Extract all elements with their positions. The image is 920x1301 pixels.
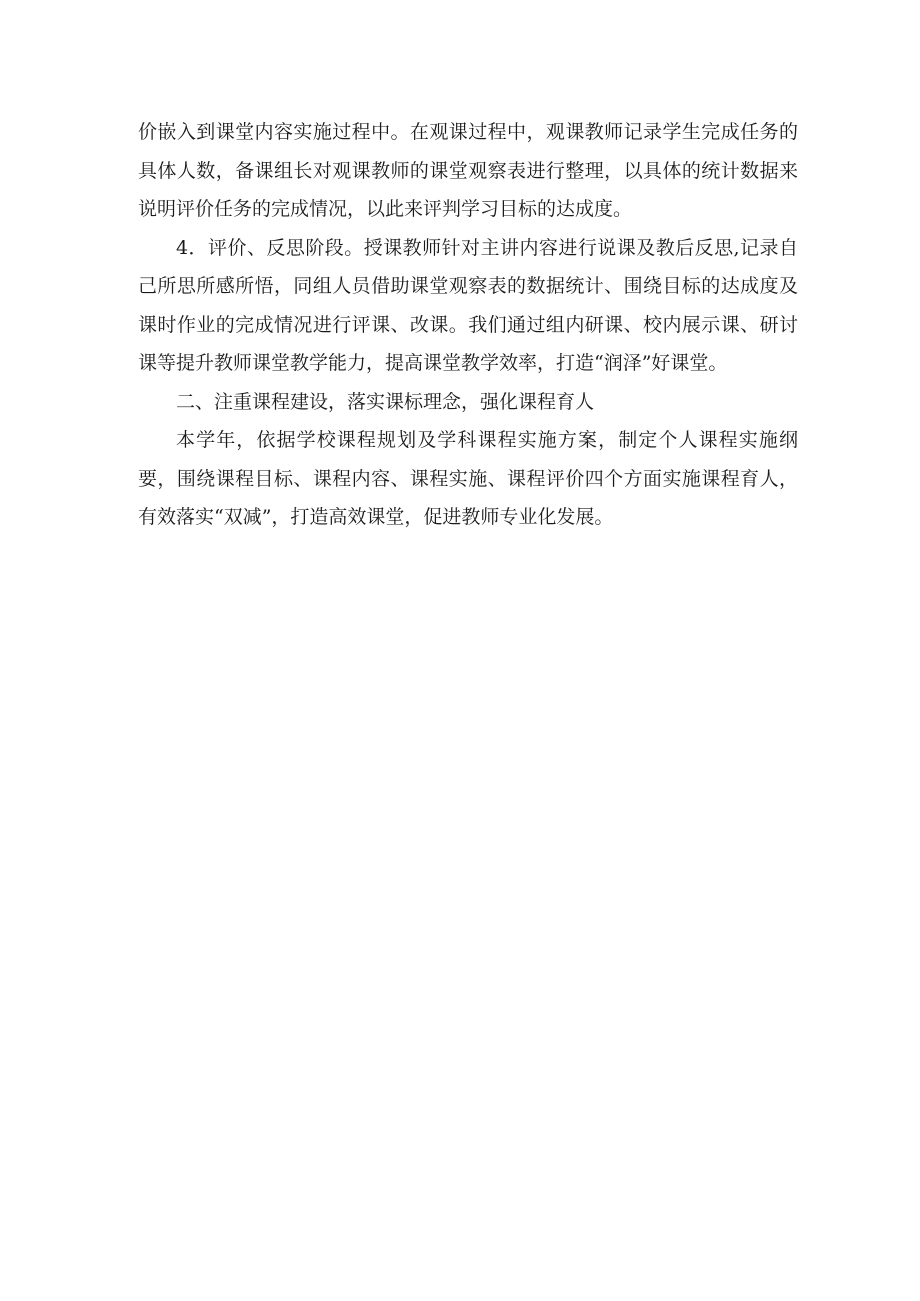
document-body: [138, 113, 798, 537]
paragraph-section-2-body: 本学年，依据学校课程规划及学科课程实施方案，制定个人课程实施纲要，围绕课程目标、课程内容、课程实施、课程评价四个方面实施课程育人，有效落实“双减”，打造高效课堂，促进教师专业化发展。: [138, 429, 798, 528]
section-heading: 二、注重课程建设，落实课标理念，强化课程育人: [176, 390, 595, 413]
paragraph-stage-4: 4．评价、反思阶段。授课教师针对主讲内容进行说课及教后反思,记录自己所思所感所悟，同组人员借助课堂观察表的数据统计、围绕目标的达成度及课时作业的完成情况进行评课、改课。我们通过组内研课、校内展示课、研讨课等提升教师课堂教学能力，提高课堂教学效率，打造“润泽”好课堂。: [138, 236, 798, 374]
paragraph-continuation: 价嵌入到课堂内容实施过程中。在观课过程中，观课教师记录学生完成任务的具体人数，备课组长对观课教师的课堂观察表进行整理，以具体的统计数据来说明评价任务的完成情况，以此来评判学习目标的达成度。: [138, 121, 798, 220]
